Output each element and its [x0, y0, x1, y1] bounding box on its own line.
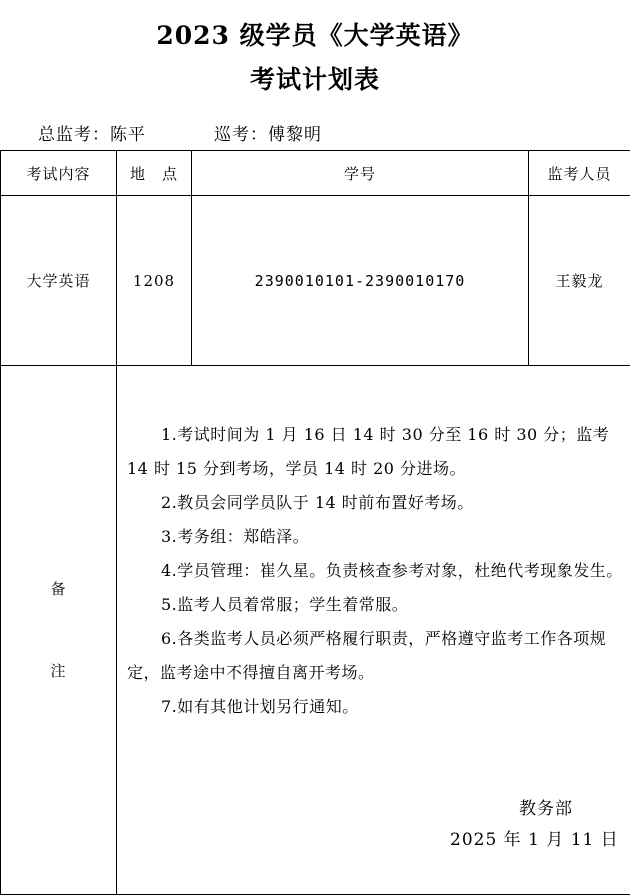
header-student-number: 学号: [192, 151, 529, 196]
cell-student-number-range: 2390010101-2390010170: [192, 196, 529, 366]
signature-date: 2025 年 1 月 11 日: [450, 830, 619, 850]
page-subtitle: 考试计划表: [249, 65, 380, 94]
notes-row: [1, 366, 630, 895]
exam-plan-table: [0, 150, 630, 895]
cell-exam-content: 大学英语: [1, 196, 117, 366]
notes-label-char-2: 注: [50, 662, 67, 680]
patrol-supervisor-label: 巡考：: [214, 125, 268, 145]
note-item-1: 1.考试时间为 1 月 16 日 14 时 30 分至 16 时 30 分；监考 14 时 15 分到考场，学员 14 时 20 分进场。: [127, 425, 610, 478]
page-title: 2023 级学员《大学英语》: [156, 21, 474, 50]
note-item-5: 5.监考人员着常服；学生着常服。: [161, 595, 409, 614]
notes-list: [127, 418, 626, 724]
cell-proctor: 王毅龙: [529, 196, 630, 366]
note-item-2: 2.教员会同学员队于 14 时前布置好考场。: [161, 493, 474, 512]
notes-content: [117, 366, 630, 895]
notes-label-char-1: 备: [50, 580, 67, 598]
note-item-4: 4.学员管理：崔久星。负责核查参考对象，杜绝代考现象发生。: [161, 561, 623, 580]
notes-label: [1, 366, 117, 895]
supervisor-line: [38, 122, 322, 148]
header-location: 地 点: [117, 151, 192, 196]
table-header-row: [1, 151, 630, 196]
note-item-3: 3.考务组：郑皓泽。: [161, 527, 310, 546]
chief-supervisor-label: 总监考：: [38, 125, 110, 145]
patrol-supervisor-name: 傅黎明: [268, 125, 322, 145]
signature-department: 教务部: [519, 799, 573, 819]
table-row: [1, 196, 630, 366]
header-proctor: 监考人员: [529, 151, 630, 196]
header-exam-content: 考试内容: [1, 151, 117, 196]
note-item-7: 7.如有其他计划另行通知。: [161, 697, 359, 716]
chief-supervisor-name: 陈平: [110, 125, 146, 145]
note-item-6: 6.各类监考人员必须严格履行职责，严格遵守监考工作各项规定，监考途中不得擅自离开考场。: [127, 629, 607, 682]
cell-location: 1208: [117, 196, 192, 366]
